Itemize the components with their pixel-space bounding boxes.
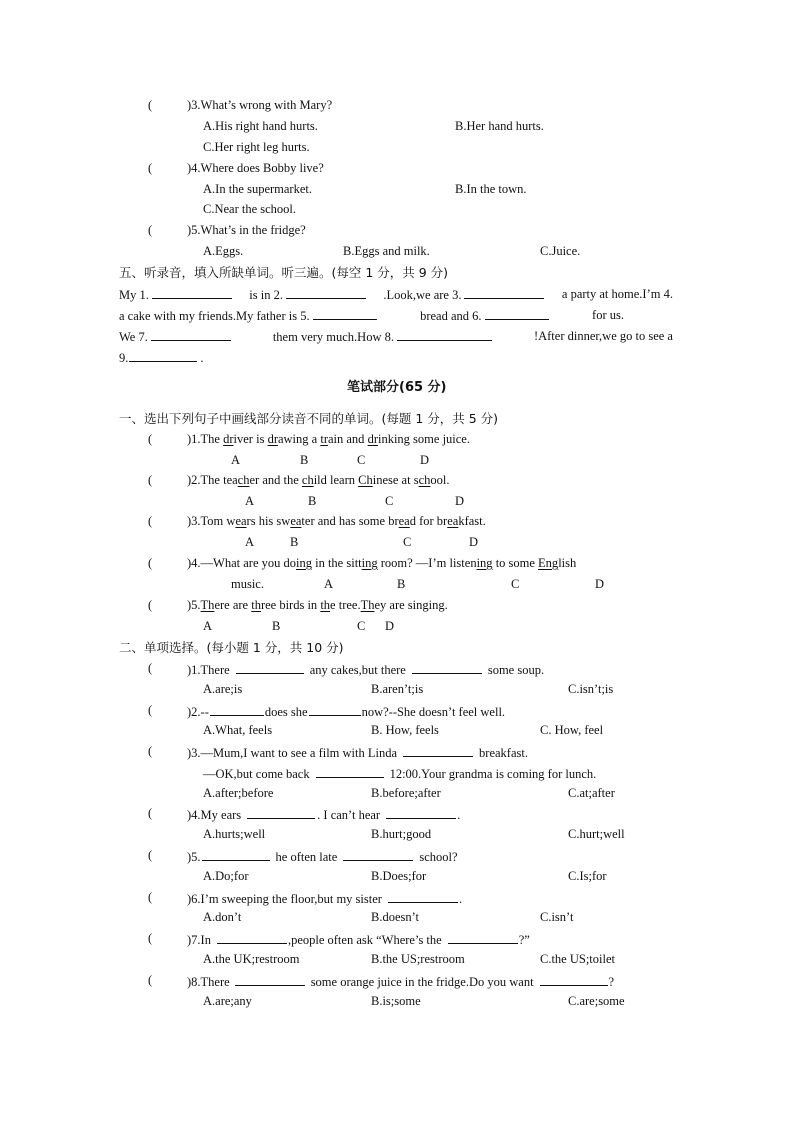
option-c: C. How, feel — [540, 723, 604, 737]
answer-paren: ( — [148, 931, 175, 945]
question-number: )5. — [187, 223, 201, 237]
answer-blank[interactable] — [316, 765, 384, 778]
question-number: )4. — [187, 161, 201, 175]
phonics-question-4-cont: music. — [231, 577, 264, 591]
blank-3[interactable] — [464, 286, 544, 299]
phonics-question-1: )1.The driver is drawing a train and drinking some juice. — [187, 432, 470, 446]
mc-question-3-line-2: —OK,but come back 12:00.Your grandma is coming for lunch. — [203, 767, 597, 781]
choice-letter-d: D — [595, 577, 605, 591]
question-4 — [187, 161, 324, 176]
fill-text: a cake with my friends.My father is 5. — [119, 307, 380, 324]
section-5-title: 五、听录音，填入所缺单词。听三遍。(每空 1 分，共 9 分) — [119, 265, 449, 280]
fill-line-1 — [119, 286, 673, 303]
fill-line-4: 9. . — [119, 351, 204, 365]
answer-blank[interactable] — [388, 890, 458, 903]
option-b: B.doesn’t — [371, 910, 420, 924]
option-c: C.hurt;well — [568, 827, 625, 841]
option-b: B.Eggs and milk. — [343, 244, 430, 258]
option-c: C.the US;toilet — [540, 952, 615, 966]
fill-text: bread and 6. — [420, 307, 551, 324]
option-b: B.aren’t;is — [371, 682, 424, 696]
blank-5[interactable] — [313, 307, 377, 320]
fill-text: We 7. — [119, 328, 234, 345]
option-b: B.In the town. — [455, 182, 527, 196]
answer-blank[interactable] — [247, 806, 315, 819]
option-a: A.Do;for — [203, 869, 249, 883]
answer-paren: ( — [148, 661, 175, 675]
option-c: C.are;some — [568, 994, 625, 1008]
question-3 — [187, 98, 332, 113]
answer-paren: ( — [148, 473, 175, 487]
section-2-title: 二、单项选择。(每小题 1 分，共 10 分) — [119, 640, 344, 655]
fill-text: My 1. — [119, 286, 235, 303]
choice-letter-a: A — [231, 453, 241, 467]
answer-blank[interactable] — [235, 973, 305, 986]
mc-question-6: )6.I’m sweeping the floor,but my sister . — [187, 892, 463, 906]
choice-letter-d: D — [385, 619, 395, 633]
choice-letter-b: B — [290, 535, 299, 549]
answer-paren: ( — [148, 432, 175, 446]
fill-text: .Look,we are 3. — [383, 286, 547, 303]
answer-blank[interactable] — [202, 848, 270, 861]
blank-7[interactable] — [151, 328, 231, 341]
phonics-question-3: )3.Tom wears his sweater and has some bread for breakfast. — [187, 514, 486, 528]
option-a: A.the UK;restroom — [203, 952, 300, 966]
option-a: A.after;before — [203, 786, 274, 800]
mc-question-7: )7.In ,people often ask “Where’s the ?” — [187, 933, 530, 947]
answer-paren: ( — [148, 556, 175, 570]
fill-text: is in 2. — [249, 286, 369, 303]
option-c: C.Near the school. — [203, 202, 297, 216]
answer-paren: ( — [148, 973, 175, 987]
choice-letter-d: D — [420, 453, 430, 467]
mc-question-3: )3.—Mum,I want to see a film with Linda breakfast. — [187, 746, 528, 760]
answer-blank[interactable] — [217, 931, 287, 944]
question-stem: Where does Bobby live? — [200, 161, 324, 175]
answer-paren: ( — [148, 98, 175, 112]
fill-line-3 — [119, 328, 673, 345]
choice-letter-a: A — [324, 577, 334, 591]
phonics-question-2: )2.The teacher and the child learn Chinese at school. — [187, 473, 450, 487]
choice-letter-b: B — [300, 453, 309, 467]
answer-paren: ( — [148, 514, 175, 528]
option-c: C.isn’t;is — [568, 682, 614, 696]
option-a: A.hurts;well — [203, 827, 266, 841]
answer-blank[interactable] — [210, 703, 264, 716]
answer-blank[interactable] — [412, 661, 482, 674]
option-b: B.Does;for — [371, 869, 427, 883]
choice-letter-c: C — [357, 453, 366, 467]
written-part-title: 笔试部分(65 分) — [347, 380, 447, 395]
blank-8[interactable] — [397, 328, 492, 341]
question-stem: What’s wrong with Mary? — [200, 98, 333, 112]
mc-question-8: )8.There some orange juice in the fridge.Do you want ? — [187, 975, 615, 989]
answer-paren: ( — [148, 161, 175, 175]
answer-blank[interactable] — [236, 661, 304, 674]
option-c: C.Juice. — [540, 244, 581, 258]
option-a: A.Eggs. — [203, 244, 244, 258]
option-a: A.are;any — [203, 994, 252, 1008]
option-a: A.His right hand hurts. — [203, 119, 318, 133]
answer-blank[interactable] — [540, 973, 608, 986]
question-stem: What’s in the fridge? — [200, 223, 306, 237]
choice-letter-b: B — [272, 619, 281, 633]
answer-blank[interactable] — [448, 931, 518, 944]
fill-text: for us. — [592, 308, 624, 322]
option-b: B.the US;restroom — [371, 952, 465, 966]
option-b: B.Her hand hurts. — [455, 119, 544, 133]
option-a: A.In the supermarket. — [203, 182, 312, 196]
section-1-title: 一、选出下列句子中画线部分读音不同的单词。(每题 1 分，共 5 分) — [119, 411, 499, 426]
choice-letter-c: C — [357, 619, 366, 633]
choice-letter-d: D — [455, 494, 465, 508]
blank-2[interactable] — [286, 286, 366, 299]
answer-blank[interactable] — [403, 744, 473, 757]
blank-1[interactable] — [152, 286, 232, 299]
question-5 — [187, 223, 306, 238]
answer-paren: ( — [148, 890, 175, 904]
choice-letter-a: A — [203, 619, 213, 633]
mc-question-2: )2.-- does she now?--She doesn’t feel well. — [187, 705, 506, 719]
option-a: A.don’t — [203, 910, 242, 924]
option-b: B.is;some — [371, 994, 421, 1008]
fill-text: them very much.How 8. — [273, 328, 495, 345]
mc-question-1: )1.There any cakes,but there some soup. — [187, 663, 545, 677]
mc-question-4: )4.My ears . I can’t hear . — [187, 808, 461, 822]
fill-text: !After dinner,we go to see a — [533, 329, 673, 343]
option-b: B.before;after — [371, 786, 441, 800]
blank-6[interactable] — [485, 307, 549, 320]
option-c: C.at;after — [568, 786, 615, 800]
choice-letter-c: C — [403, 535, 412, 549]
fill-line-2 — [119, 307, 624, 324]
phonics-question-4: )4.—What are you doing in the sitting room? —I’m listening to some English — [187, 556, 577, 570]
option-b: B.hurt;good — [371, 827, 432, 841]
answer-paren: ( — [148, 703, 175, 717]
answer-paren: ( — [148, 806, 175, 820]
mc-question-5: )5. he often late school? — [187, 850, 458, 864]
option-a: A.What, feels — [203, 723, 273, 737]
answer-paren: ( — [148, 223, 175, 237]
choice-letter-d: D — [469, 535, 479, 549]
answer-paren: ( — [148, 598, 175, 612]
option-c: C.isn’t — [540, 910, 574, 924]
choice-letter-b: B — [397, 577, 406, 591]
choice-letter-b: B — [308, 494, 317, 508]
choice-letter-c: C — [385, 494, 394, 508]
choice-letter-c: C — [511, 577, 520, 591]
answer-paren: ( — [148, 744, 175, 758]
answer-blank[interactable] — [386, 806, 456, 819]
answer-blank[interactable] — [309, 703, 361, 716]
phonics-question-5: )5.There are three birds in the tree.They are singing. — [187, 598, 448, 612]
blank-9[interactable] — [129, 349, 197, 362]
choice-letter-a: A — [245, 535, 255, 549]
option-b: B. How, feels — [371, 723, 439, 737]
option-c: C.Her right leg hurts. — [203, 140, 310, 154]
choice-letter-a: A — [245, 494, 255, 508]
question-number: )3. — [187, 98, 201, 112]
answer-blank[interactable] — [343, 848, 413, 861]
fill-text: a party at home.I’m 4. — [561, 287, 673, 301]
option-c: C.Is;for — [568, 869, 607, 883]
option-a: A.are;is — [203, 682, 243, 696]
answer-paren: ( — [148, 848, 175, 862]
